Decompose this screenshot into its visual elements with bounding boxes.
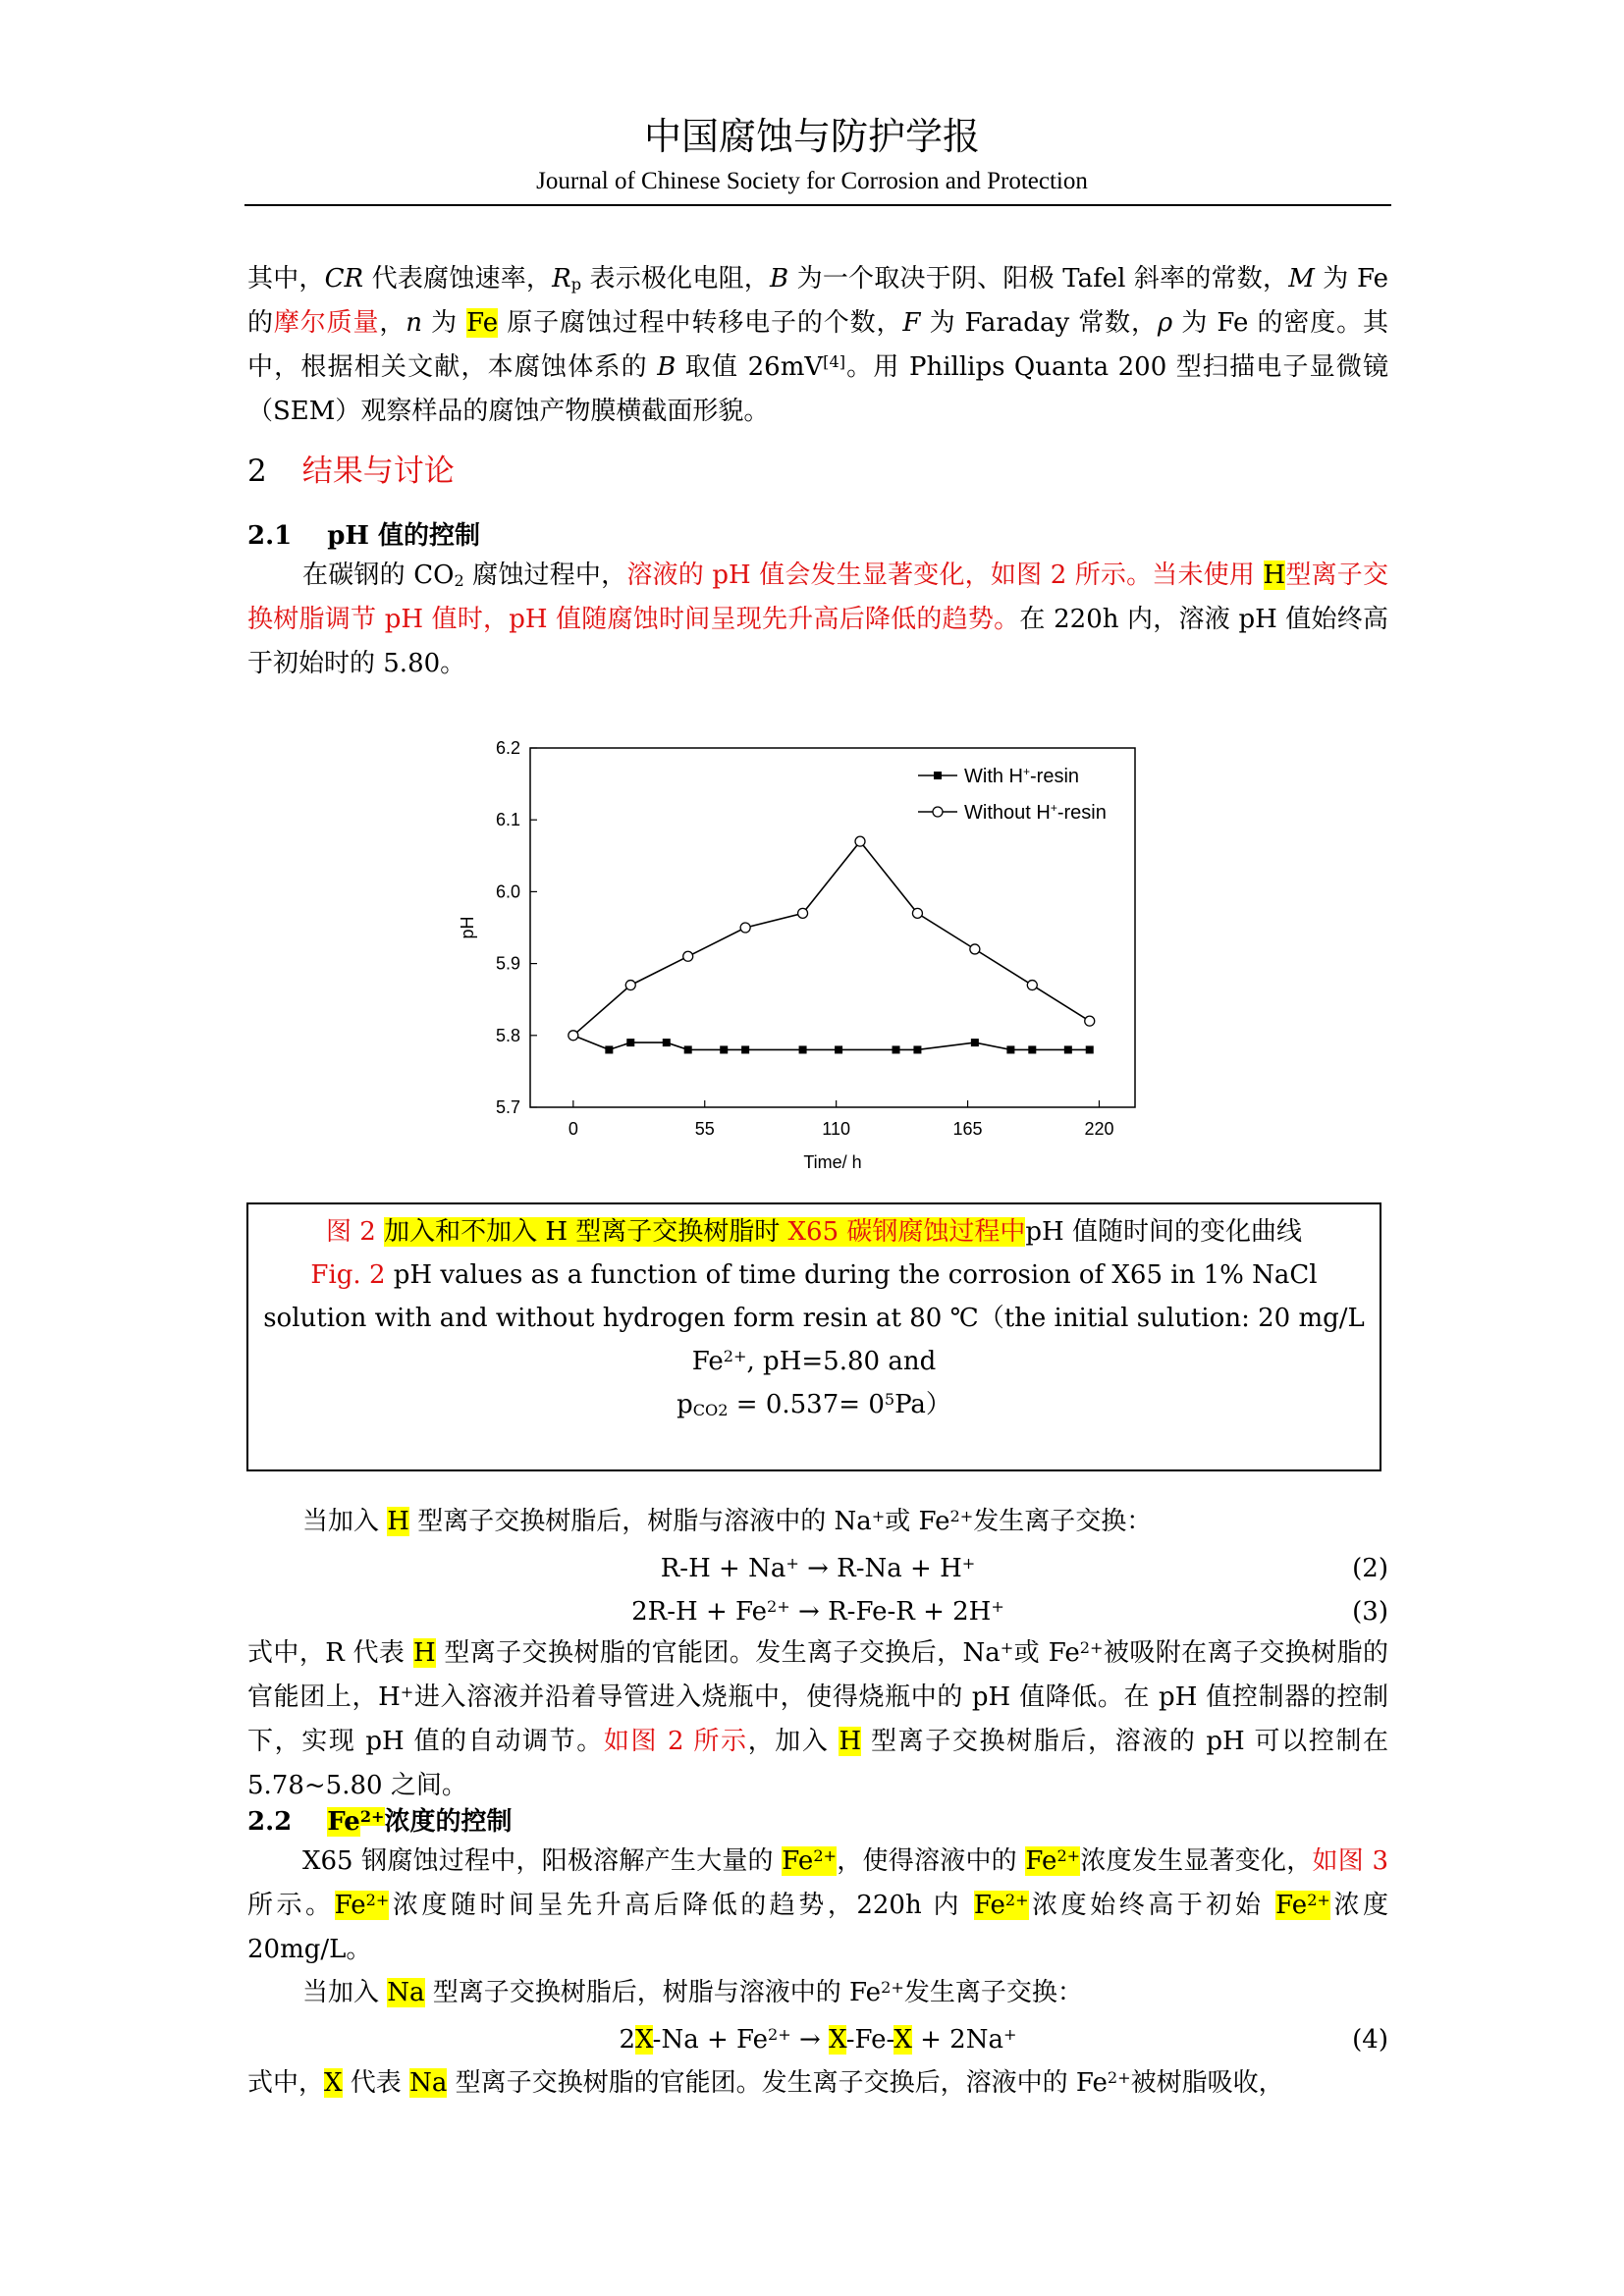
data-point-without-resin xyxy=(1027,981,1037,990)
na-resin-paragraph: 当加入 Na 型离子交换树脂后，树脂与溶液中的 $Fe^{2+}$发生离子交换： xyxy=(302,1977,1083,2007)
data-point-with-resin xyxy=(1006,1045,1014,1053)
series-line-without-resin xyxy=(573,841,1090,1036)
legend-marker-without-resin xyxy=(933,807,943,817)
y-axis-label: pH xyxy=(458,916,477,939)
x-tick-label: 55 xyxy=(694,1119,715,1139)
ph-control-paragraph: 在碳钢的 $CO_2$ 腐蚀过程中，溶液的 pH 值会发生显著变化，如图 2 所示。当未使用 H型离子交换树脂调节 pH 值时，pH 值随腐蚀时间呈现先升高后降低的趋势。在 220h 内，溶液 pH 值始终高于初始时的 5.80。 xyxy=(247,561,1388,678)
data-point-without-resin xyxy=(970,944,980,954)
figure-2-caption-box xyxy=(246,1202,1381,1471)
caption-cn: 图 2 加入和不加入 H 型离子交换树脂时 X65 碳钢腐蚀过程中pH 值随时间的变化曲线 xyxy=(326,1217,1302,1247)
section-heading-2: 2 结果与讨论 xyxy=(247,454,455,489)
data-point-with-resin xyxy=(835,1045,842,1053)
legend-marker-with-resin xyxy=(934,772,942,779)
equation-2: R-H + Na+ → R-Na + H+ (2) xyxy=(660,1553,1388,1583)
data-point-with-resin xyxy=(663,1039,671,1046)
data-point-without-resin xyxy=(568,1031,578,1041)
intro-paragraph: 其中，CR 代表腐蚀速率，$R_p$ 表示极化电阻，B 为一个取决于阴、阳极 Tafel 斜率的常数，M 为 Fe 的摩尔质量，n 为 Fe 原子腐蚀过程中转移电子的个数，F 为 Faraday 常数，ρ 为 Fe 的密度。其中，根据相关文献，本腐蚀体系的 B 取值 26mV[4]。用 Phillips Quanta 200 型扫描电子显微镜（SEM）观察样品的腐蚀产物膜横截面形貌。 xyxy=(247,264,1389,426)
data-point-without-resin xyxy=(625,981,635,990)
equation-3: $2R-H + Fe^{2+} \to R-Fe-R + 2H^+$ (3) xyxy=(631,1596,1388,1627)
y-tick-label: 6.1 xyxy=(495,810,520,830)
fe-concentration-paragraph: X65 钢腐蚀过程中，阳极溶解产生大量的 $Fe^{2+}$，使得溶液中的 $Fe^{2+}$浓度发生显著变化，如图 3 所示。$Fe^{2+}$浓度随时间呈先升高后降低的趋势，220h 内 $Fe^{2+}$浓度始终高于初始 $Fe^{2+}$浓度 20mg/L。 xyxy=(247,1845,1389,1964)
x-axis-label: Time/ h xyxy=(803,1152,862,1172)
y-tick-label: 5.9 xyxy=(495,953,520,974)
data-point-without-resin xyxy=(1085,1016,1095,1026)
caption-en: Fig. 2 pH values as a function of time during the corrosion of X65 in 1% NaCl solution with and without hydrogen form resin at 80 ℃（the initial sulution: 20 mg/L $Fe^{2+}$, pH=5.80 and $p_{CO2} = 0.537= 0^5Pa$） xyxy=(263,1260,1365,1420)
data-point-without-resin xyxy=(740,923,750,933)
x-tick-label: 220 xyxy=(1084,1119,1114,1139)
data-point-with-resin xyxy=(720,1045,728,1053)
data-point-without-resin xyxy=(912,908,922,918)
y-tick-label: 6.0 xyxy=(495,881,520,902)
journal-title-cn: 中国腐蚀与防护学报 xyxy=(643,115,980,158)
data-point-with-resin xyxy=(626,1039,634,1046)
data-point-with-resin xyxy=(893,1045,900,1053)
equation-4: $2X-Na + Fe^{2+} \to X-Fe-X + 2Na^+$ (4) xyxy=(619,2024,1388,2055)
y-tick-label: 6.2 xyxy=(495,738,520,758)
ion-exchange-explanation: 式中，R 代表 H 型离子交换树脂的官能团。发生离子交换后，Na+或 $Fe^{2+}$被吸附在离子交换树脂的官能团上，H+进入溶液并沿着导管进入烧瓶中，使得烧瓶中的 pH 值降低。在 pH 值控制器的控制下，实现 pH 值的自动调节。如图 2 所示，加入 H 型离子交换树脂后，溶液的 pH 可以控制在 5.78~5.80 之间。 xyxy=(247,1637,1388,1800)
data-point-with-resin xyxy=(799,1045,807,1053)
x-tick-label: 165 xyxy=(952,1119,983,1139)
journal-title-en: Journal of Chinese Society for Corrosion and Protection xyxy=(536,168,1088,194)
chart-legend xyxy=(918,765,1107,824)
data-point-without-resin xyxy=(855,836,865,846)
data-point-with-resin xyxy=(684,1045,692,1053)
data-point-with-resin xyxy=(971,1039,979,1046)
data-point-with-resin xyxy=(913,1045,921,1053)
data-point-without-resin xyxy=(683,951,693,961)
functional-group-paragraph: 式中，X 代表 Na 型离子交换树脂的官能团。发生离子交换后，溶液中的 $Fe^{2+}$被树脂吸收， xyxy=(247,2067,1284,2098)
y-tick-label: 5.8 xyxy=(495,1025,520,1045)
x-tick-label: 0 xyxy=(568,1119,578,1139)
x-tick-label: 110 xyxy=(822,1119,851,1139)
ph-time-chart xyxy=(452,731,1159,1183)
data-point-without-resin xyxy=(798,908,808,918)
y-tick-label: 5.7 xyxy=(495,1097,520,1117)
data-point-with-resin xyxy=(741,1045,749,1053)
data-point-with-resin xyxy=(1028,1045,1036,1053)
ion-exchange-intro: 当加入 H 型离子交换树脂后，树脂与溶液中的 Na+或 $Fe^{2+}$发生离子交换： xyxy=(302,1506,1153,1536)
subsection-heading-2-1: 2.1 pH 值的控制 xyxy=(247,521,481,551)
header-divider xyxy=(244,204,1391,206)
data-point-with-resin xyxy=(1064,1045,1072,1053)
legend-label-with-resin: With H+-resin xyxy=(964,765,1080,787)
data-point-with-resin xyxy=(605,1045,613,1053)
subsection-heading-2-2: 2.2 $Fe^{2+}$浓度的控制 xyxy=(247,1806,513,1837)
legend-label-without-resin: Without H+-resin xyxy=(964,801,1107,824)
data-point-with-resin xyxy=(1086,1045,1094,1053)
